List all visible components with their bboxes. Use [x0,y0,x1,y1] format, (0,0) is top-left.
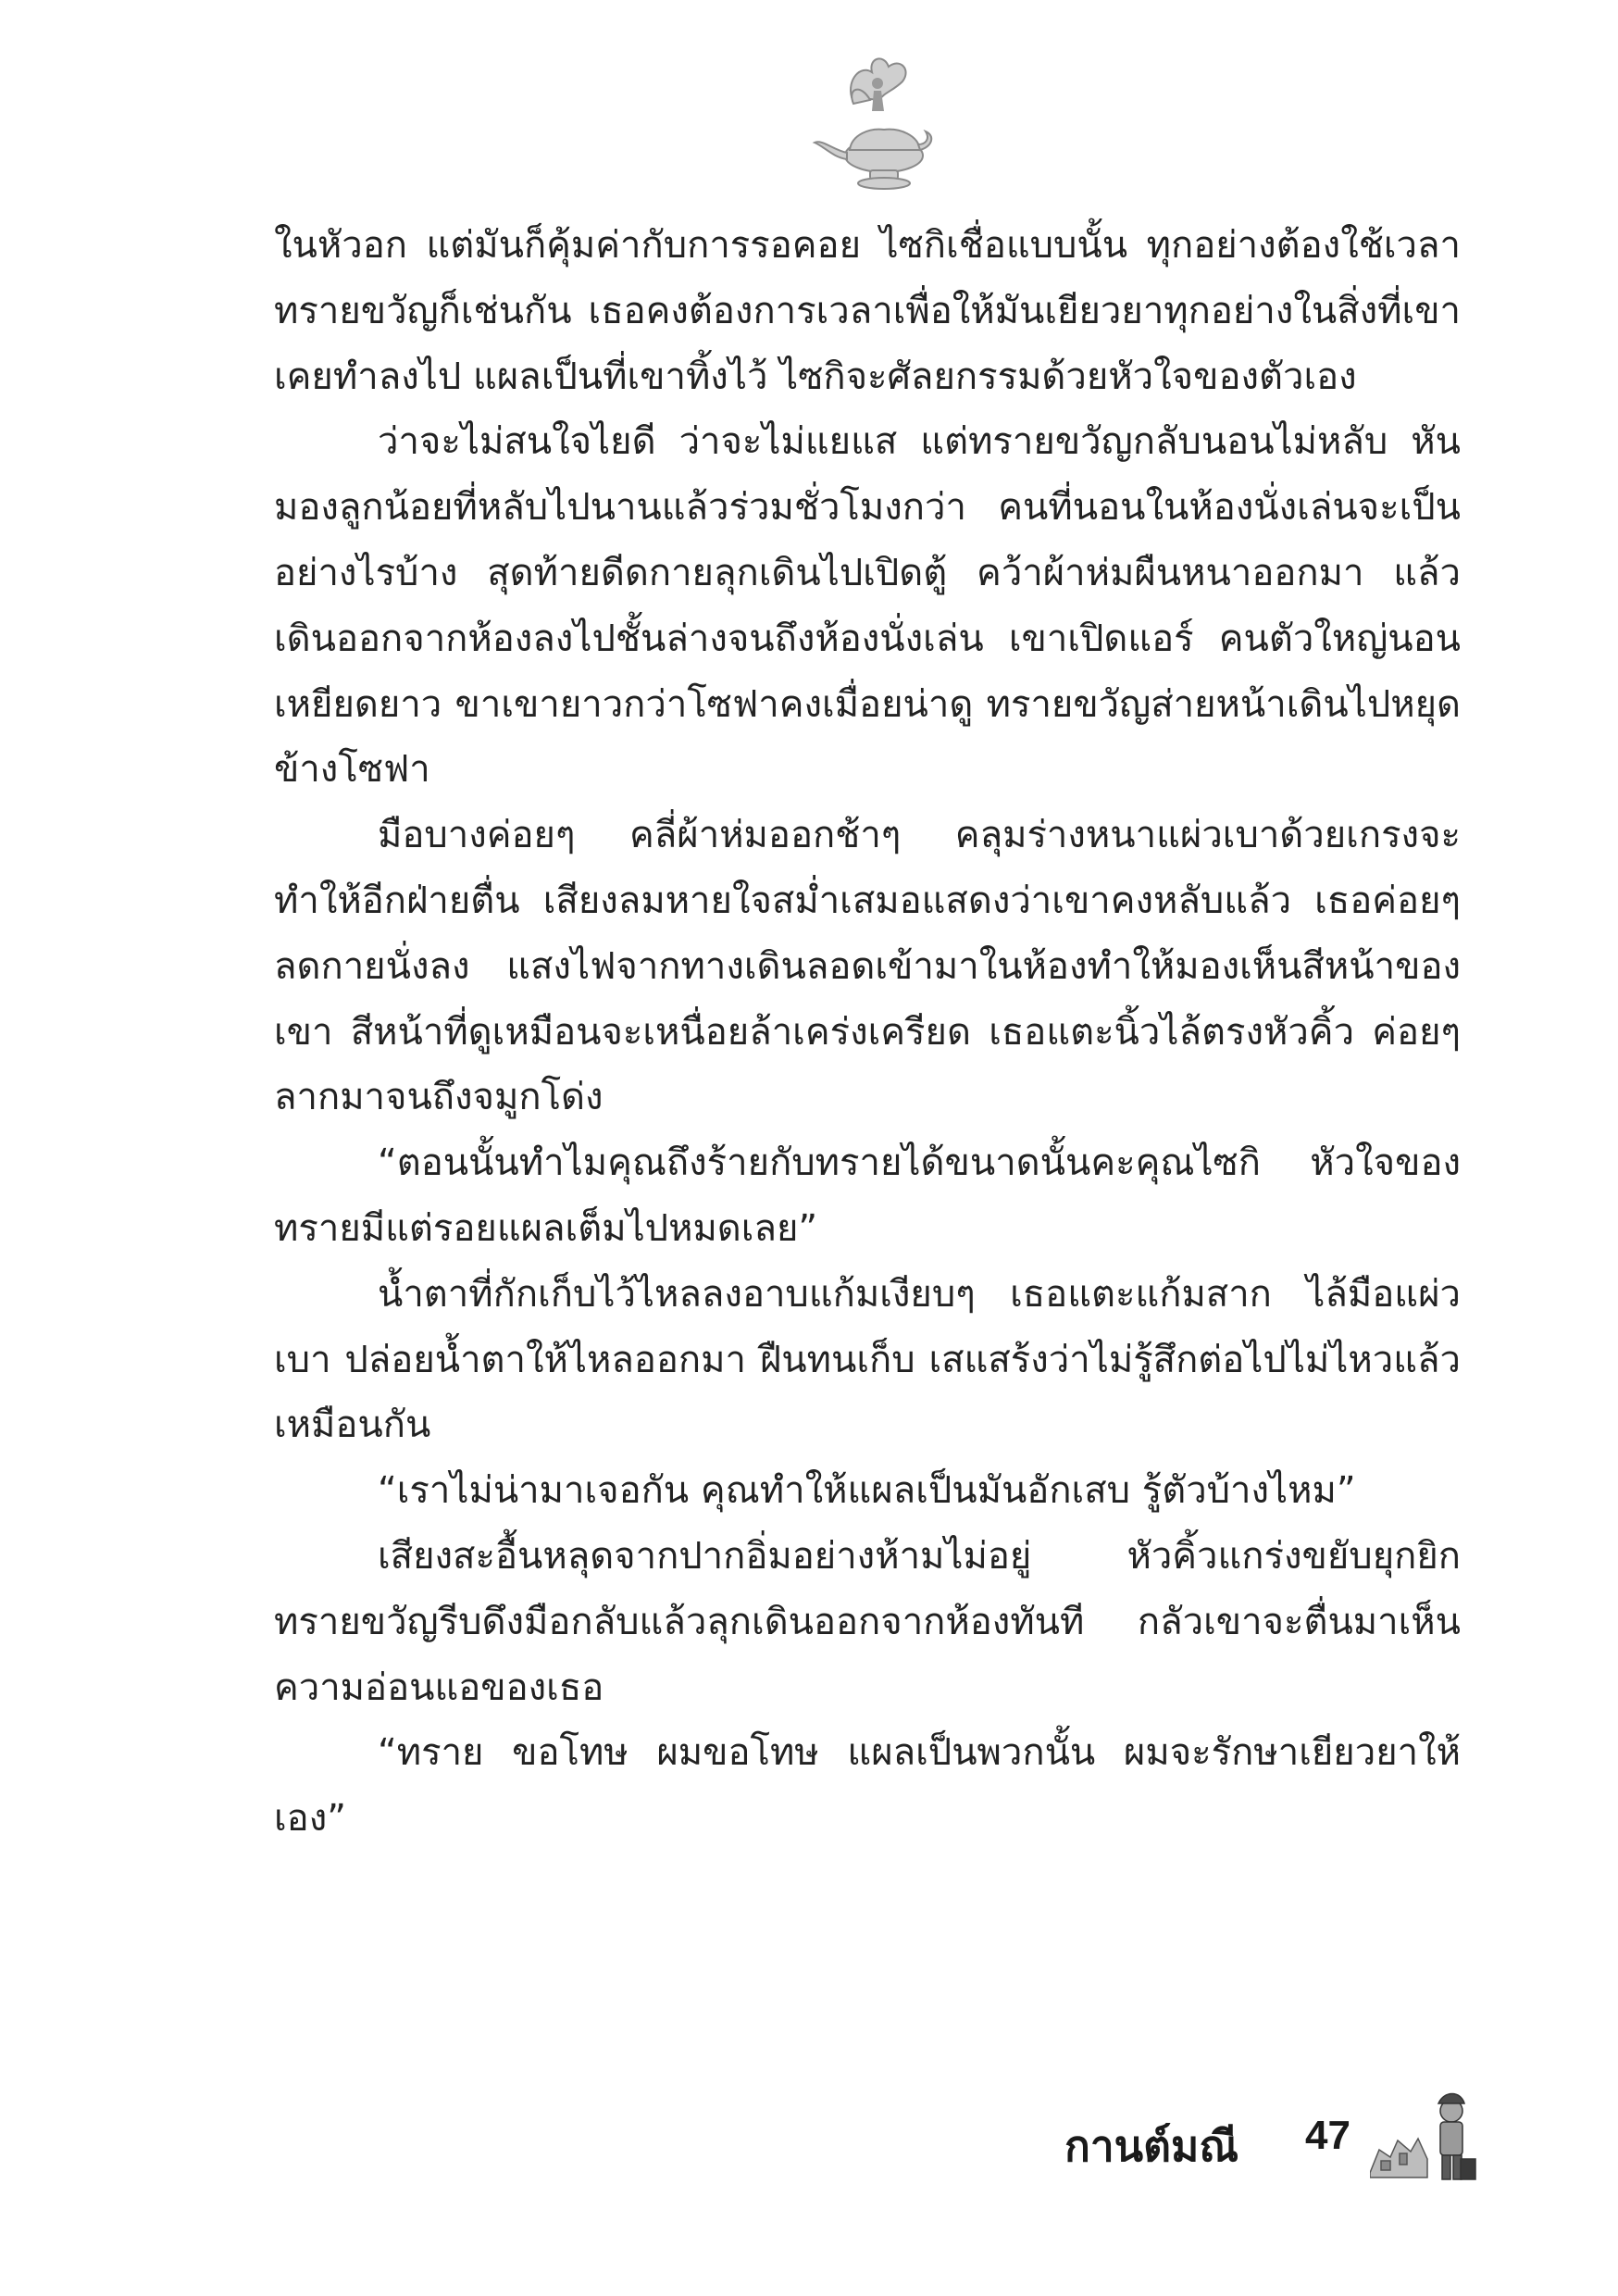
paragraph-7: เสียงสะอื้นหลุดจากปากอิ่มอย่างห้ามไม่อยู่ หัวคิ้วแกร่งขยับยุกยิก ทรายขวัญรีบดึงมือกลับแล้วลุกเดินออกจากห้องทันที กลัวเขาจะตื่นมาเห็นความอ่อนแอของเธอ [274,1534,1461,1709]
castle-figure-icon [1370,2085,1481,2187]
paragraph-8: “ทราย ขอโทษ ผมขอโทษ แผลเป็นพวกนั้น ผมจะรักษาเยียวยาให้เอง” [274,1731,1461,1841]
page-number: 47 [1305,2113,1350,2158]
paragraph-4: “ตอนนั้นทำไมคุณถึงร้ายกับทรายได้ขนาดนั้นคะคุณไซกิ หัวใจของทรายมีแต่รอยแผลเต็มไปหมดเลย” [274,1142,1461,1250]
genie-lamp-icon [796,46,935,194]
paragraph-2: ว่าจะไม่สนใจไยดี ว่าจะไม่แยแส แต่ทรายขวัญกลับนอนไม่หลับ หันมองลูกน้อยที่หลับไปนานแล้วร่วมชั่วโมงกว่า คนที่นอนในห้องนั่งเล่นจะเป็นอย่างไรบ้าง สุดท้ายดีดกายลุกเดินไปเปิดตู้ คว้าผ้าห่มผืนหนาออกมา แล้วเดินออกจากห้องลงไปชั้นล่างจนถึงห้องนั่งเล่น เขาเปิดแอร์ คนตัวใหญ่นอนเหยียดยาว ขาเขายาวกว่าโซฟาคงเมื่อยน่าดู ทรายขวัญส่ายหน้าเดินไปหยุดข้างโซฟา [274,420,1461,792]
paragraph-1: ในหัวอก แต่มันก็คุ้มค่ากับการรอคอย ไซกิเชื่อแบบนั้น ทุกอย่างต้องใช้เวลา ทรายขวัญก็เช่นกัน เธอคงต้องการเวลาเพื่อให้มันเยียวยาทุกอย่างในสิ่งที่เขาเคยทำลงไป แผลเป็นที่เขาทิ้งไว้ ไซกิจะศัลยกรรมด้วยหัวใจของตัวเอง [274,224,1461,398]
footer [1064,2085,1481,2196]
body-text [274,213,1461,1852]
paragraph-6: “เราไม่น่ามาเจอกัน คุณทำให้แผลเป็นมันอักเสบ รู้ตัวบ้างไหม” [378,1469,1356,1513]
footer-title: กานต์มณี [1064,2121,1238,2171]
paragraph-5: น้ำตาที่กักเก็บไว้ไหลลงอาบแก้มเงียบๆ เธอแตะแก้มสาก ไล้มือแผ่วเบา ปล่อยน้ำตาให้ไหลออกมา ฝืนทนเก็บ เสแสร้งว่าไม่รู้สึกต่อไปไม่ไหวแล้วเหมือนกัน [274,1272,1461,1447]
paragraph-3: มือบางค่อยๆ คลี่ผ้าห่มออกช้าๆ คลุมร่างหนาแผ่วเบาด้วยเกรงจะทำให้อีกฝ่ายตื่น เสียงลมหายใจสม่ำเสมอแสดงว่าเขาคงหลับแล้ว เธอค่อยๆ ลดกายนั่งลง แสงไฟจากทางเดินลอดเข้ามาในห้องทำให้มองเห็นสีหน้าของเขา สีหน้าที่ดูเหมือนจะเหนื่อยล้าเคร่งเครียด เธอแตะนิ้วไล้ตรงหัวคิ้ว ค่อยๆ ลากมาจนถึงจมูกโด่ง [274,814,1461,1119]
